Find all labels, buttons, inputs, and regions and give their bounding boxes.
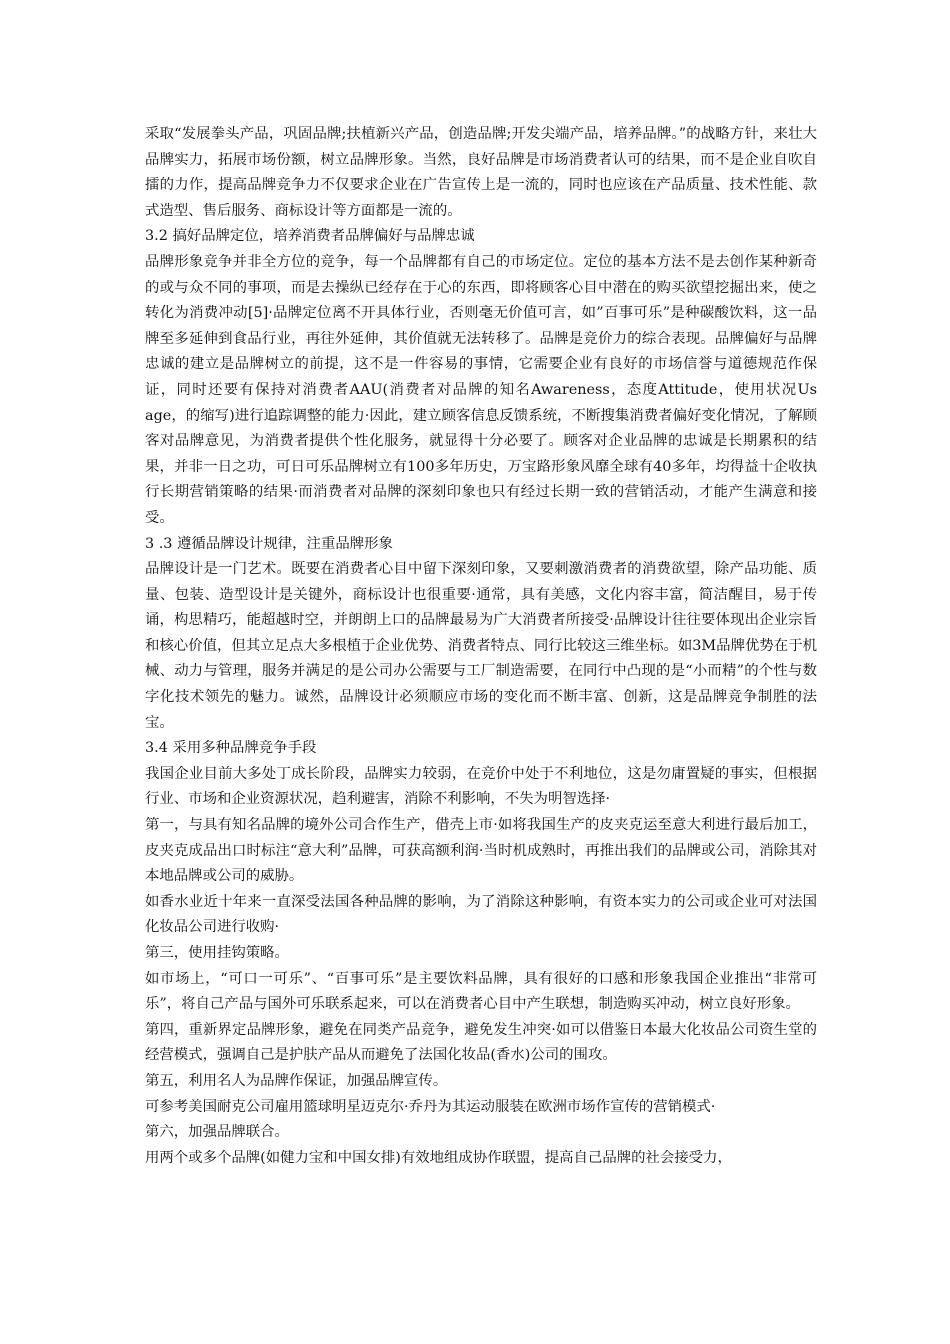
paragraph-perfume-example: 如香水业近十年来一直深受法国各种品牌的影响，为了消除这种影响，有资本实力的公司或企业可对法国化妆品公司进行收购· xyxy=(145,893,817,936)
paragraph-brand-design: 品牌设计是一门艺术。既要在消费者心目中留下深刻印象，又要刺激消费者的消费欲望，除产品功能、质量、包装、造型设计是关键外，商标设计也很重要·通常，具有美感，文化内容丰富，简洁醒目，易于传诵，构思精巧，能超越时空，并朗朗上口的品牌最易为广大消费者所接受·品牌设计往往要体现出企业宗旨和核心价值，但其立足点大多根植于企业优势、消费者特点、同行比较这三维坐标。如3M品牌优势在于机械、动力与管理，服务并满足的是公司办公需要与工厂制造需要，在同行中凸现的是“小而精”的个性与数字化技术领先的魅力。诚然，品牌设计必须顺应市场的变化而不断丰富、创新，这是品牌竞争制胜的法宝。 xyxy=(145,561,817,731)
paragraph-brand-alliance: 用两个或多个品牌(如健力宝和中国女排)有效地组成协作联盟，提高自己品牌的社会接受力， xyxy=(145,1149,732,1166)
paragraph-point-five: 第五，利用名人为品牌作保证，加强品牌宣传。 xyxy=(145,1072,448,1089)
paragraph-competition-intro: 我国企业目前大多处丁成长阶段，品牌实力较弱，在竞价中处于不利地位，这是勿庸置疑的事实，但根据行业、市场和企业资源状况，趋利避害，消除不利影响，不失为明智选择· xyxy=(145,765,817,808)
section-heading-3-2: 3.2 搞好品牌定位，培养消费者品牌偏好与品牌忠诚 xyxy=(145,228,475,245)
paragraph-cola-example: 如市场上，“可口一可乐”、“百事可乐”是主要饮料品牌，具有很好的口感和形象我国企业推出“非常可乐”，将自己产品与国外可乐联系起来，可以在消费者心目中产生联想，制造购买冲动，树立良好形象。 xyxy=(145,970,817,1013)
paragraph-brand-positioning: 品牌形象竞争并非全方位的竞争，每一个品牌都有自己的市场定位。定位的基本方法不是去创作某种新奇的或与众不同的事项，而是去操纵已经存在于心的东西，即将顾客心目中潜在的购买欲望挖掘出来，使之转化为消费冲动[5]·品牌定位离不开具体行业，否则毫无价值可言，如”百事可乐”是种碳酸饮料，这一品牌至多延伸到食品行业，再往外延伸，其价值就无法转移了。品牌是竞价力的综合表现。品牌偏好与品牌忠诚的建立是品牌树立的前提，这不是一件容易的事情，它需要企业有良好的市场信誉与道德规范作保证，同时还要有保持对消费者AAU(消费者对品牌的知名Awareness，态度Attitude，使用状况Us age，的缩写)进行追踪调整的能力·因此，建立顾客信息反馈系统，不断搜集消费者偏好变化情况，了解顾客对品牌意见，为消费者提供个性化服务，就显得十分必要了。顾客对企业品牌的忠诚是长期累积的结果，并非一日之功，可日可乐品牌树立有100多年历史，万宝路形象风靡全球有40多年，均得益十企收执行长期营销策略的结果·而消费者对品牌的深刻印象也只有经过长期一致的营销活动，才能产生满意和接受。 xyxy=(145,253,817,526)
section-heading-3-3: 3 .3 遵循品牌设计规律，注重品牌形象 xyxy=(145,535,393,552)
paragraph-point-four: 第四，重新界定品牌形象，避免在同类产品竞争，避免发生冲突·如可以借鉴日本最大化妆品公司资生堂的经营模式，强调自己是护肤产品从而避免了法国化妆品(香水)公司的围攻。 xyxy=(145,1021,817,1064)
paragraph-nike-example: 可参考美国耐克公司雇用篮球明星迈克尔·乔丹为其运动服装在欧洲市场作宣传的营销模式· xyxy=(145,1098,716,1115)
paragraph-brand-strategy: 采取“发展拳头产品，巩固品牌;扶植新兴产品，创造品牌;开发尖端产品，培养品牌。”的战略方针，来壮大品牌实力，拓展市场份额，树立品牌形象。当然，良好品牌是市场消费者认可的结果，而不是企业自吹自擂的力作，提高品牌竞争力不仅要求企业在广告宣传上是一流的，同时也应该在产品质量、技术性能、款式造型、售后服务、商标设计等方面都是一流的。 xyxy=(145,126,817,219)
paragraph-point-three: 第三，使用挂钩策略。 xyxy=(145,945,289,961)
document-body xyxy=(145,122,817,1171)
paragraph-point-one: 第一，与具有知名品牌的境外公司合作生产，借壳上市·如将我国生产的皮夹克运至意大利进行最后加工，皮夹克成品出口时标注“意大利”品牌，可获高额利润·当时机成熟时，再推出我们的品牌或公司，消除其对本地品牌或公司的威胁。 xyxy=(145,817,817,885)
paragraph-point-six: 第六，加强品牌联合。 xyxy=(145,1124,289,1141)
section-heading-3-4: 3.4 采用多种品牌竞争手段 xyxy=(145,740,317,757)
